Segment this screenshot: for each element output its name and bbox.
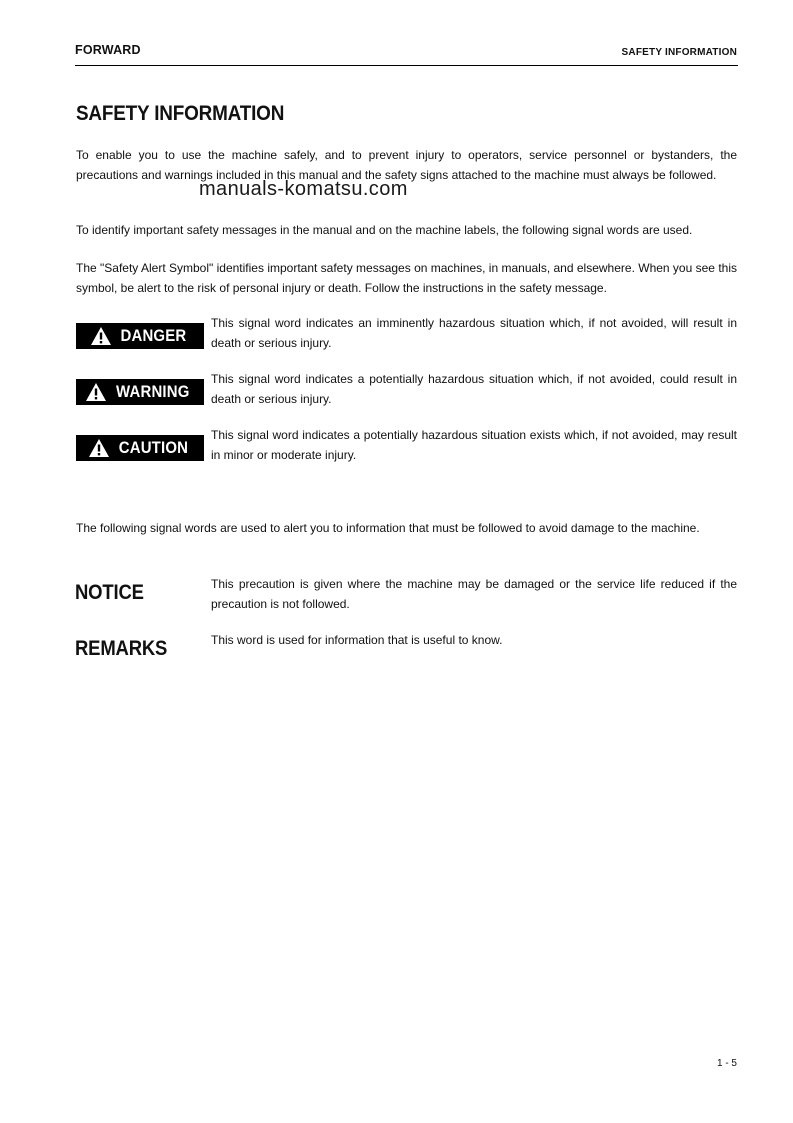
safety-alert-icon xyxy=(90,326,112,346)
header-section-label: FORWARD xyxy=(75,43,141,57)
page-number: 1 - 5 xyxy=(716,1058,737,1069)
danger-badge xyxy=(76,323,204,349)
danger-label: DANGER xyxy=(120,326,186,345)
header-chapter-label: SAFETY INFORMATION xyxy=(621,47,737,58)
remarks-label: REMARKS xyxy=(75,637,168,660)
safety-alert-icon xyxy=(88,438,110,458)
damage-paragraph: The following signal words are used to alert you to information that must be followed to avoid damage to the machine. xyxy=(76,521,700,535)
notice-label: NOTICE xyxy=(75,581,144,604)
header-rule xyxy=(75,65,738,66)
remarks-description: This word is used for information that is useful to know. xyxy=(211,633,503,647)
warning-label: WARNING xyxy=(116,382,190,401)
caution-label: CAUTION xyxy=(118,438,188,457)
danger-description: This signal word indicates an imminently hazardous situation which, if not avoided, will result in death or serious injury. xyxy=(211,316,737,350)
warning-badge xyxy=(76,379,204,405)
safety-alert-icon xyxy=(85,382,107,402)
caution-description: This signal word indicates a potentially hazardous situation exists which, if not avoided, may result in minor or moderate injury. xyxy=(211,428,737,462)
warning-description: This signal word indicates a potentially hazardous situation which, if not avoided, could result in death or serious injury. xyxy=(211,372,737,406)
intro-paragraph: To enable you to use the machine safely, and to prevent injury to operators, service personnel or bystanders, the precautions and warnings included in this manual and the safety signs attached to the machine must always be followed. xyxy=(76,148,737,182)
page-title: SAFETY INFORMATION xyxy=(76,102,285,125)
watermark-text: manuals-komatsu.com xyxy=(199,178,408,200)
identify-paragraph: To identify important safety messages in the manual and on the machine labels, the following signal words are used. xyxy=(76,223,693,237)
caution-badge xyxy=(76,435,204,461)
notice-description: This precaution is given where the machine may be damaged or the service life reduced if the precaution is not followed. xyxy=(211,577,737,611)
alert-symbol-paragraph: The "Safety Alert Symbol" identifies important safety messages on machines, in manuals, and elsewhere. When you see this symbol, be alert to the risk of personal injury or death. Follow the instructions in the safety message. xyxy=(76,261,737,295)
